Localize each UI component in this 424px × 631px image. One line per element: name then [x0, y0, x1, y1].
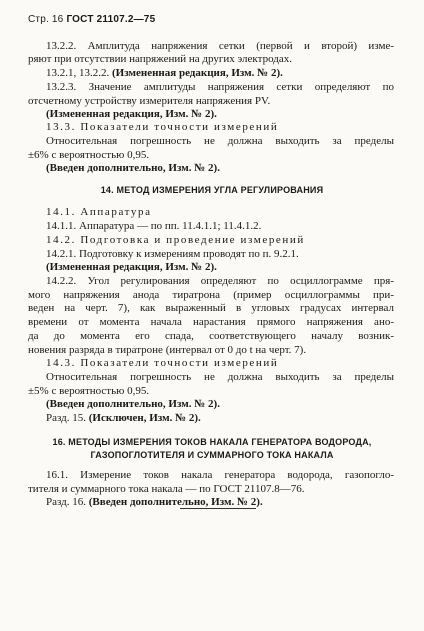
text-line: ±5% с вероятностью 0,95.	[28, 385, 150, 397]
text-line: 14.1.1. Аппаратура — по пп. 11.4.1.1; 11.4.1.2.	[46, 220, 262, 232]
amendment-note: (Введен дополнительно, Изм. № 2).	[46, 398, 220, 410]
text-line: новения разряда в тиратроне (интервал от 0 до t на черт. 7).	[28, 344, 307, 356]
amendment-note: (Исключен, Изм. № 2).	[88, 412, 201, 424]
text-line: ряют при отсутствии напряжений на других электродах.	[28, 53, 292, 65]
text-line: 14.2.2. Угол регулирования определяют по осциллограмме пря-	[46, 275, 394, 287]
text-line: Относительная погрешность не должна выходить за пределы	[46, 371, 394, 383]
text-line: 13.2.2. Амплитуда напряжения сетки (первой и второй) изме-	[46, 40, 394, 52]
text-line: Относительная погрешность не должна выходить за пределы	[46, 135, 394, 147]
subsection-title: 14.2. Подготовка и проведение измерений	[46, 234, 305, 246]
text-line: да до момента его спада, соответствующего началу возник-	[28, 330, 394, 342]
subsection-title: 14.1. Аппаратура	[46, 206, 152, 218]
standard-number: ГОСТ 21107.2—75	[66, 14, 156, 25]
page-label: Стр. 16	[28, 14, 64, 25]
text-line: отсчетному устройству измерителя напряжения PV.	[28, 95, 271, 107]
page-header	[28, 14, 155, 25]
section-heading: 16. МЕТОДЫ ИЗМЕРЕНИЯ ТОКОВ НАКАЛА ГЕНЕРАТОРА ВОДОРОДА,	[52, 437, 372, 447]
text-run: Разд. 15.	[46, 412, 86, 424]
text-line: веден на черт. 7), как выраженный в угловых градусах интервал	[28, 302, 394, 314]
subsection-title: 14.3. Показатели точности измерений	[46, 357, 279, 369]
amendment-note: (Введен дополнительно, Изм. № 2).	[46, 162, 220, 174]
text-line: времени от момента начала нарастания прямого напряжения ано-	[28, 316, 394, 328]
text-run: 13.2.1, 13.2.2.	[46, 67, 110, 79]
section-heading: ГАЗОПОГЛОТИТЕЛЯ И СУММАРНОГО ТОКА НАКАЛА	[90, 450, 334, 460]
amendment-note: (Измененная редакция, Изм. № 2).	[46, 108, 217, 120]
text-line: 13.2.3. Значение амплитуды напряжения сетки определяют по	[46, 81, 394, 93]
amendment-note: (Измененная редакция, Изм. № 2).	[112, 67, 283, 79]
text-line: 16.1. Измерение токов накала генератора водорода, газопогло-	[46, 469, 394, 481]
text-run: Разд. 16.	[46, 496, 86, 508]
text-line	[46, 412, 201, 425]
subsection-title: 13.3. Показатели точности измерений	[46, 121, 279, 133]
text-line: мого напряжения анода тиратрона (пример осциллограммы при-	[28, 289, 394, 301]
text-line	[46, 67, 283, 80]
amendment-note: (Измененная редакция, Изм. № 2).	[46, 261, 217, 273]
section-heading: 14. МЕТОД ИЗМЕРЕНИЯ УГЛА РЕГУЛИРОВАНИЯ	[100, 185, 324, 195]
text-line: тителя и суммарного тока накала — по ГОСТ 21107.8—76.	[28, 483, 305, 495]
text-line: ±6% с вероятностью 0,95.	[28, 149, 150, 161]
amendment-note: (Введен дополнительно, Изм. № 2).	[88, 496, 263, 508]
text-line: 14.2.1. Подготовку к измерениям проводят по п. 9.2.1.	[46, 248, 299, 260]
closing-rule	[180, 508, 256, 509]
